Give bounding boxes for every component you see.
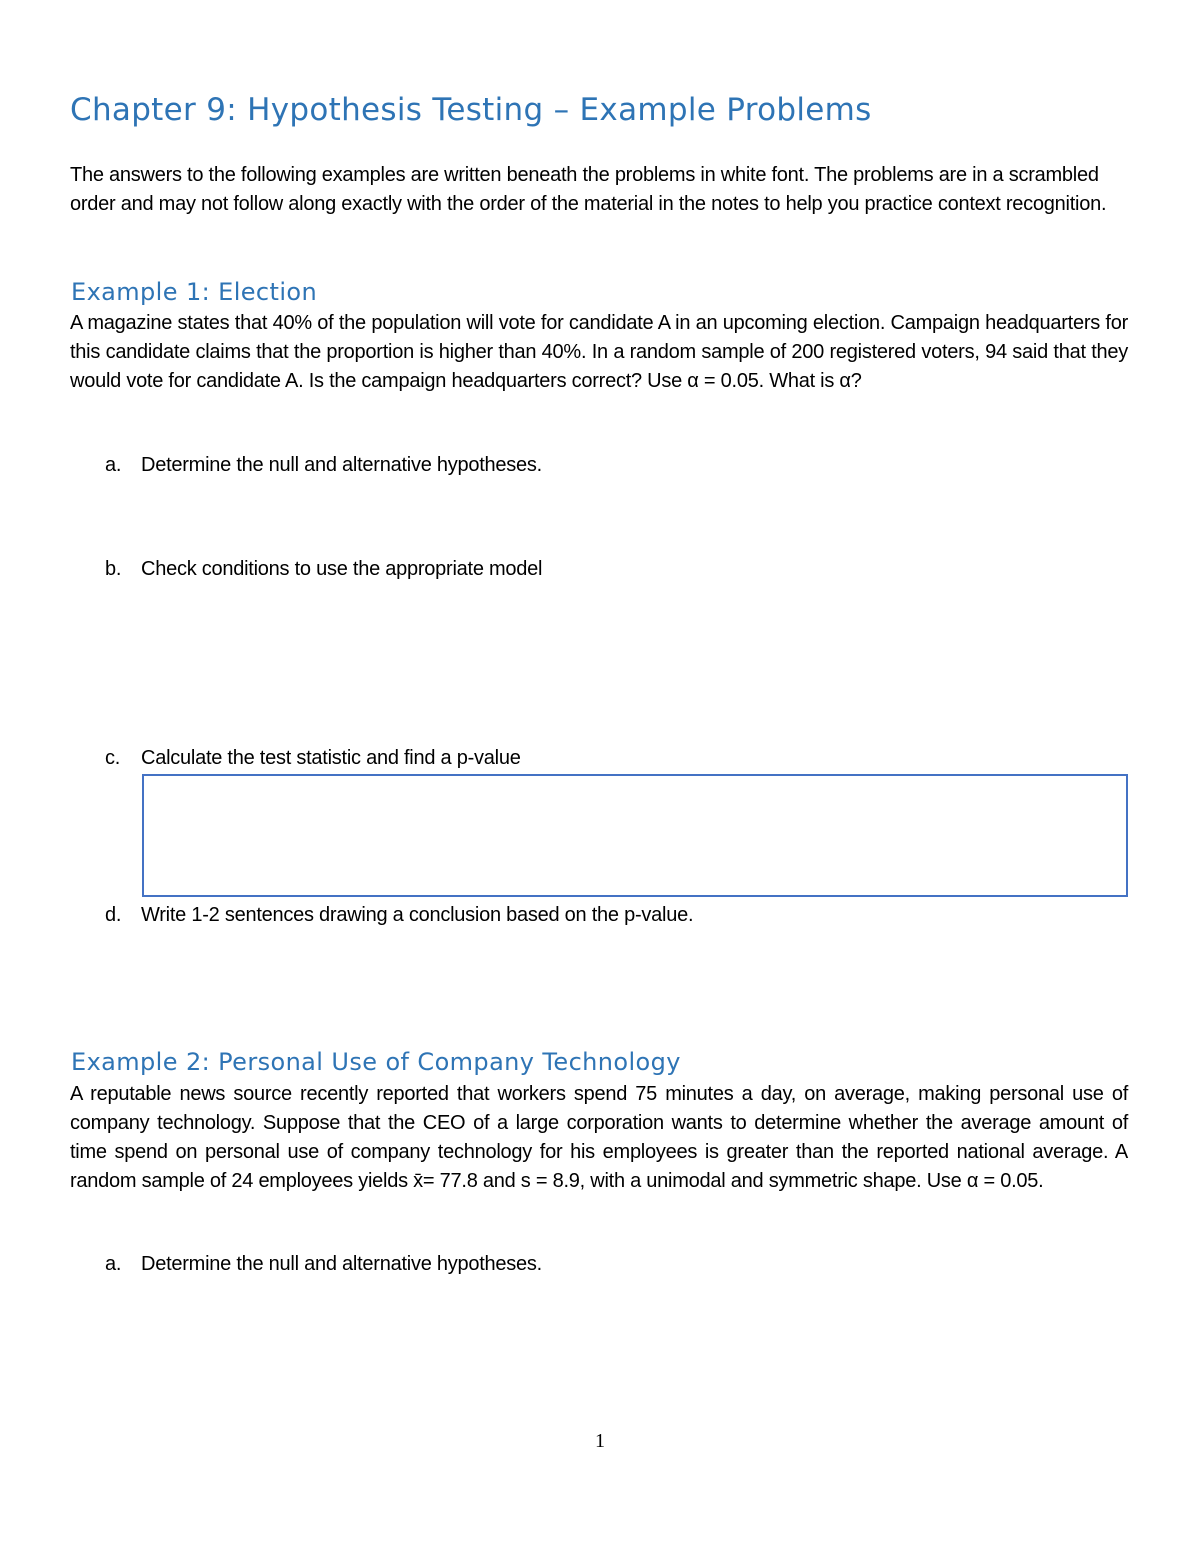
item-label: b. (105, 558, 122, 580)
item-text: Calculate the test statistic and find a p-value (141, 747, 521, 769)
item-text: Determine the null and alternative hypotheses. (141, 454, 542, 476)
item-text: Determine the null and alternative hypotheses. (141, 1253, 542, 1275)
item-label: d. (105, 904, 122, 926)
example-1-problem: A magazine states that 40% of the population will vote for candidate A in an upcoming election. Campaign headquarters for this candidate claims that the proportion is higher than 40%. In a random sample of 200 registered voters, 94 said that they would vote for candidate A. Is the campaign headquarters correct? Use α = 0.05. What is α? (70, 312, 1128, 392)
example-2-item-a (105, 1253, 542, 1276)
item-label: a. (105, 1253, 122, 1275)
example-2-heading: Example 2: Personal Use of Company Technology (71, 1048, 681, 1076)
example-1-heading: Example 1: Election (71, 278, 318, 306)
example-1-item-d (105, 904, 693, 927)
example-1-item-b (105, 558, 542, 581)
item-label: a. (105, 454, 122, 476)
page-number: 1 (595, 1430, 605, 1452)
item-label: c. (105, 747, 121, 769)
item-text: Check conditions to use the appropriate model (141, 558, 543, 580)
intro-paragraph: The answers to the following examples are written beneath the problems in white font. The problems are in a scrambled order and may not follow along exactly with the order of the material in the notes to help you practice context recognition. (70, 164, 1107, 215)
example-1-item-a (105, 454, 542, 477)
answer-box (142, 774, 1128, 897)
page-title: Chapter 9: Hypothesis Testing – Example Problems (70, 92, 872, 128)
example-2-problem: A reputable news source recently reported that workers spend 75 minutes a day, on average, making personal use of company technology. Suppose that the CEO of a large corporation wants to determine whether the average amount of time spend on personal use of company technology for his employees is greater than the reported national average. A random sample of 24 employees yields x̄= 77.8 and s = 8.9, with a unimodal and symmetric shape. Use α = 0.05. (70, 1083, 1128, 1192)
item-text: Write 1-2 sentences drawing a conclusion based on the p-value. (141, 904, 694, 926)
example-1-item-c (105, 747, 521, 770)
